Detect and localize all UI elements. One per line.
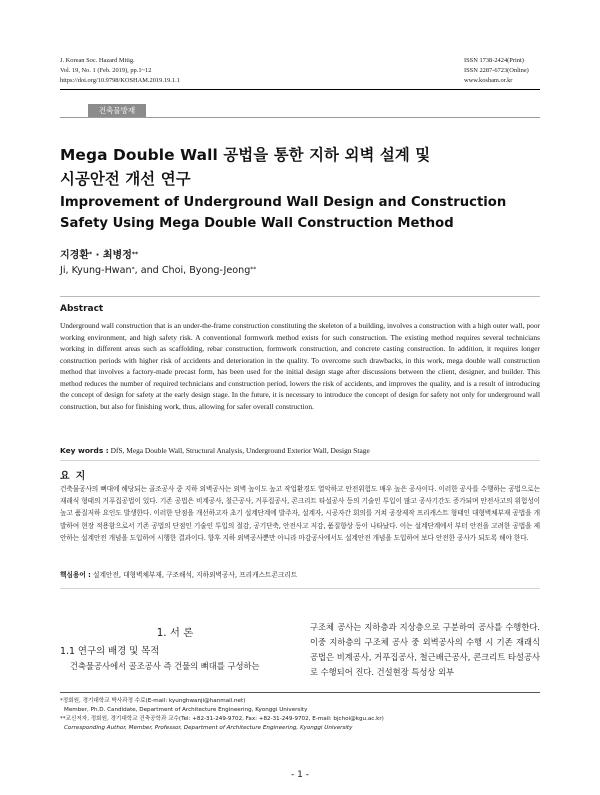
- title-korean: [60, 143, 540, 191]
- journal-name: J. Korean Soc. Hazard Mitig.: [60, 57, 135, 64]
- header-divider: [60, 89, 540, 90]
- journal-website[interactable]: www.kosham.or.kr: [464, 77, 513, 84]
- summary-keywords-value: 설계안전, 대형벽체부재, 구조해석, 지하외벽공사, 프리캐스트콘크리트: [92, 571, 298, 579]
- author1-english: Ji, Kyung-Hwan: [60, 265, 132, 276]
- summary-keywords: [60, 570, 540, 580]
- keywords-value: DfS, Mega Double Wall, Structural Analysis, Underground Exterior Wall, Design Stage: [110, 446, 370, 455]
- summary-keywords-label: 핵심용어 :: [60, 571, 91, 579]
- footnote-author2-english: Corresponding Author, Member, Professor, Department of Architecture Engineering, Kyonggi University: [64, 725, 353, 731]
- author2-english-mark: **: [250, 266, 257, 273]
- abstract-heading: Abstract: [60, 304, 104, 314]
- author2-english: Choi, Byong-Jeong: [161, 265, 251, 276]
- abstract-text: Underground wall construction that is an under-the-frame construction constituting the skeleton of a building, involves a construction with a high outer wall, poor working environment, and high safety risk. A conventional formwork method exists for such construction. The existing method requires several technicians working in different areas such as scaffolding, rebar construction, formwork construction, and concrete casting construction. In addition, it requires longer construction periods with higher risk of accidents and deterioration in the quality. To overcome such drawbacks, in this work, mega double wall construction method that involves a factory-made precast form, has been used for the initial design stage after discussions between the client, designer, and builder. This method reduces the number of required technicians and construction period, lowers the risk of accidents, and improves the quality, and is a result of introducing the concept of design for safety at the early design stage. In the future, it is necessary to introduce the concept of design for safety not only for underground wall construction, but also for finishing work, thus, allowing for safer overall construction.: [60, 321, 540, 411]
- doi-link[interactable]: https://doi.org/10.9798/KOSHAM.2019.19.1.1: [60, 77, 180, 84]
- authors-korean-separator: ·: [92, 250, 103, 261]
- summary-bottom-rule: [60, 588, 540, 589]
- title-english-line2: Safety Using Mega Double Wall Construction Method: [60, 215, 454, 231]
- footnote-author2-korean: **교신저자, 정회원, 경기대학교 건축공학과 교수(Tel: +82-31-249-9702, Fax: +82-31-249-9702, E-mail: bjchoi@kgu.ac.kr): [60, 716, 384, 722]
- author1-english-mark: *: [131, 266, 135, 273]
- abstract-top-rule: [60, 296, 540, 297]
- title-english: [60, 193, 540, 234]
- category-label: 건축물방재: [88, 104, 146, 118]
- body-text-right-column: 구조체 공사는 지하층과 지상층으로 구분하여 공사를 수행한다. 이중 지하층의 구조체 공사 중 외벽공사의 수행 시 기존 재래식 공법은 비계공사, 거푸집공사, 철근배근공사, 콘크리트 타설공사로 수행되어 진다. 건설현장 특성상 외부: [310, 622, 540, 677]
- title-english-line1: Improvement of Underground Wall Design and Construction: [60, 195, 507, 210]
- title-korean-line1: Mega Double Wall 공법을 통한 지하 외벽 설계 및: [60, 146, 431, 164]
- footnote-author1-korean: *정회원, 경기대학교 박사과정 수료(E-mail: kyunghwanji@hanmail.net): [60, 698, 246, 704]
- footnote-divider: [60, 692, 540, 693]
- author1-korean: 지경환: [60, 250, 89, 261]
- summary-text: 건축물공사의 뼈대에 해당되는 골조공사 중 지하 외벽공사는 외벽 높이도 높고 작업환경도 열악하고 안전위험도 매우 높은 공사이다. 이러한 공사를 수행하는 공법으로는 재래식 형태의 거푸집공법이 있다. 기존 공법은 비계공사, 철근공사, 거푸집공사, 콘크리트 타설공사 등의 기술인 투입이 많고 공사기간도 증가되며 안전사고의 위험성이 높고 품질저하 요인도 발생한다. 이러한 단점을 개선하고자 초기 설계단계에 발주자, 설계자, 시공자간 회의를 거쳐 공장제작 프리캐스트 형태인 대형벽체부재 공법을 개발하여 현장 적용함으로서 기존 공법의 단점인 기술인 투입의 절감, 공기단축, 안전사고 저감, 품질향상 등이 나타났다. 이는 설계단계에서 부터 안전을 고려한 공법을 제안하는 설계안전 개념을 도입하여 시행한 결과이다. 향후 지하 외벽공사뿐만 아니라 마감공사에서도 설계안전 개념을 도입하여 보다 안전한 공사가 되도록 해야 한다.: [60, 485, 540, 542]
- author2-korean: 최병정: [102, 250, 132, 261]
- journal-header-left: [60, 56, 180, 86]
- footnote-author1-english: Member, Ph.D. Candidate, Department of Architecture Engineering, Kyonggi University: [64, 707, 308, 713]
- title-korean-line2: 시공안전 개선 연구: [60, 170, 191, 188]
- issn-print: ISSN 1738-2424(Print): [464, 57, 524, 64]
- journal-header-right: [464, 56, 529, 86]
- page-number: - 1 -: [291, 770, 309, 780]
- category-divider: [60, 117, 540, 118]
- journal-volume: Vol. 19, No. 1 (Feb. 2019), pp.1~12: [60, 67, 152, 74]
- abstract-keywords: [60, 446, 540, 456]
- section-heading: 1. 서 론: [156, 627, 194, 639]
- authors-english: [60, 264, 256, 278]
- author1-korean-mark: *: [88, 251, 93, 258]
- authors-korean: [60, 249, 138, 263]
- summary-top-rule: [60, 460, 540, 461]
- keywords-label: Key words :: [60, 446, 109, 455]
- summary-heading: 요지: [60, 471, 92, 482]
- subsection-heading: 1.1 연구의 배경 및 목적: [60, 646, 160, 657]
- issn-online: ISSN 2287-6723(Online): [464, 67, 529, 74]
- author2-korean-mark: **: [131, 251, 139, 258]
- body-text-left-column: 건축물공사에서 골조공사 즉 건물의 뼈대를 구성하는: [70, 661, 260, 671]
- authors-english-connector: , and: [134, 265, 162, 276]
